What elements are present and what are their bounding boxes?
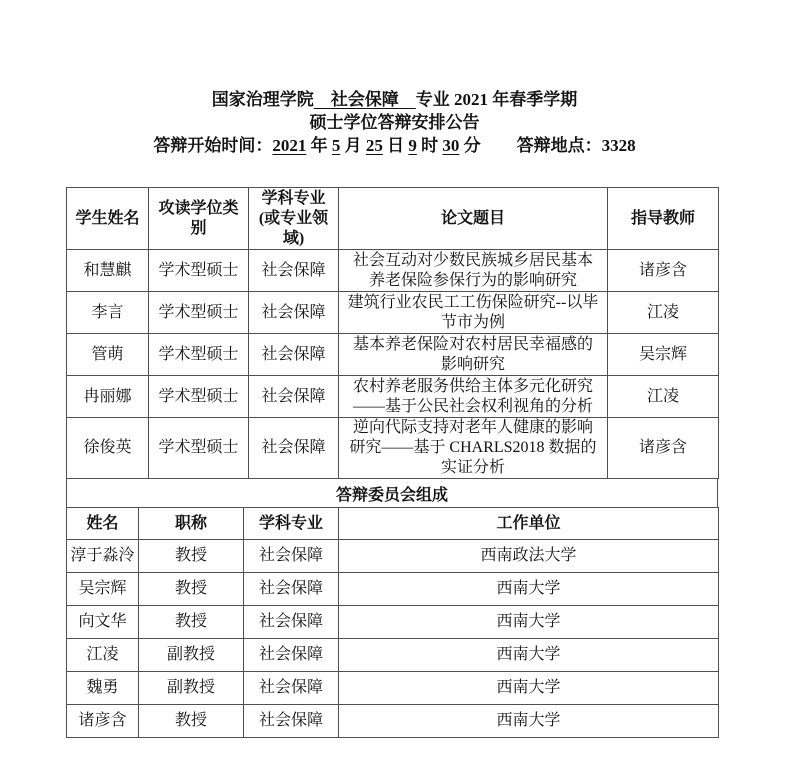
student-name-cell: 管萌: [67, 334, 149, 376]
student-row: [67, 250, 719, 292]
student-row: [67, 376, 719, 418]
committee-row: [67, 540, 719, 573]
degree-type-cell: 学术型硕士: [149, 418, 249, 479]
member-name-cell: 向文华: [67, 606, 139, 639]
hour-value: 9: [408, 136, 417, 155]
advisor-cell: 吴宗辉: [608, 334, 719, 376]
month-unit: 月: [340, 136, 366, 155]
student-name-cell: 冉丽娜: [67, 376, 149, 418]
blank-underline-left: [314, 90, 331, 109]
year-value: 2021: [272, 136, 307, 155]
header-major: 学科专业(或专业领域): [249, 188, 339, 250]
member-name-cell: 淳于淼泠: [67, 540, 139, 573]
member-major-cell: 社会保障: [244, 540, 339, 573]
header-member-affiliation: 工作单位: [339, 508, 719, 540]
location-value: 3328: [601, 136, 636, 155]
header-member-major: 学科专业: [244, 508, 339, 540]
member-affiliation-cell: 西南大学: [339, 672, 719, 705]
students-header-row: [67, 188, 719, 250]
minute-unit: 分: [459, 136, 481, 155]
header-member-title: 职称: [139, 508, 244, 540]
member-major-cell: 社会保障: [244, 639, 339, 672]
header-advisor: 指导教师: [608, 188, 719, 250]
title-line1-rest: 专业 2021 年春季学期: [415, 90, 578, 109]
blank-underline-right: [399, 90, 416, 109]
header-student-name: 学生姓名: [67, 188, 149, 250]
committee-row: [67, 573, 719, 606]
student-row: [67, 334, 719, 376]
committee-table: [66, 507, 719, 738]
member-affiliation-cell: 西南大学: [339, 705, 719, 738]
title-line1: [0, 88, 789, 111]
degree-type-cell: 学术型硕士: [149, 376, 249, 418]
member-title-cell: 副教授: [139, 672, 244, 705]
member-title-cell: 教授: [139, 573, 244, 606]
member-name-cell: 魏勇: [67, 672, 139, 705]
committee-row: [67, 639, 719, 672]
degree-type-cell: 学术型硕士: [149, 292, 249, 334]
announcement-title: 硕士学位答辩安排公告: [309, 113, 480, 132]
major-name: 社会保障: [330, 90, 399, 109]
header-degree-type: 攻读学位类别: [149, 188, 249, 250]
header-member-name: 姓名: [67, 508, 139, 540]
advisor-cell: 江凌: [608, 292, 719, 334]
member-title-cell: 教授: [139, 540, 244, 573]
time-label: 答辩开始时间：: [153, 136, 273, 155]
hour-unit: 时: [416, 136, 443, 155]
year-unit: 年: [306, 136, 332, 155]
student-name-cell: 徐俊英: [67, 418, 149, 479]
member-name-cell: 吴宗辉: [67, 573, 139, 606]
advisor-cell: 诸彦含: [608, 418, 719, 479]
day-unit: 日: [382, 136, 409, 155]
day-value: 25: [365, 136, 383, 155]
committee-row: [67, 672, 719, 705]
student-row: [67, 292, 719, 334]
member-affiliation-cell: 西南大学: [339, 573, 719, 606]
member-affiliation-cell: 西南大学: [339, 639, 719, 672]
thesis-title-cell: 社会互动对少数民族城乡居民基本养老保险参保行为的影响研究: [339, 250, 608, 292]
member-title-cell: 副教授: [139, 639, 244, 672]
advisor-cell: 诸彦含: [608, 250, 719, 292]
student-row: [67, 418, 719, 479]
thesis-title-cell: 逆向代际支持对老年人健康的影响研究——基于 CHARLS2018 数据的实证分析: [339, 418, 608, 479]
degree-type-cell: 学术型硕士: [149, 334, 249, 376]
member-name-cell: 江凌: [67, 639, 139, 672]
member-major-cell: 社会保障: [244, 705, 339, 738]
committee-section-title: 答辩委员会组成: [66, 479, 718, 507]
member-major-cell: 社会保障: [244, 606, 339, 639]
member-title-cell: 教授: [139, 705, 244, 738]
committee-row: [67, 606, 719, 639]
member-major-cell: 社会保障: [244, 672, 339, 705]
major-cell: 社会保障: [249, 418, 339, 479]
advisor-cell: 江凌: [608, 376, 719, 418]
location-label: 答辩地点：: [516, 136, 602, 155]
students-table: [66, 187, 719, 479]
major-cell: 社会保障: [249, 292, 339, 334]
minute-value: 30: [442, 136, 460, 155]
degree-type-cell: 学术型硕士: [149, 250, 249, 292]
student-name-cell: 和慧麒: [67, 250, 149, 292]
month-value: 5: [331, 136, 341, 155]
thesis-title-cell: 建筑行业农民工工伤保险研究--以毕节市为例: [339, 292, 608, 334]
student-name-cell: 李言: [67, 292, 149, 334]
member-name-cell: 诸彦含: [67, 705, 139, 738]
thesis-title-cell: 基本养老保险对农村居民幸福感的影响研究: [339, 334, 608, 376]
major-cell: 社会保障: [249, 376, 339, 418]
thesis-title-cell: 农村养老服务供给主体多元化研究——基于公民社会权利视角的分析: [339, 376, 608, 418]
member-major-cell: 社会保障: [244, 573, 339, 606]
schedule-line: [0, 134, 789, 157]
document-header: [0, 0, 789, 157]
major-cell: 社会保障: [249, 250, 339, 292]
major-cell: 社会保障: [249, 334, 339, 376]
member-title-cell: 教授: [139, 606, 244, 639]
committee-header-row: [67, 508, 719, 540]
committee-row: [67, 705, 719, 738]
member-affiliation-cell: 西南政法大学: [339, 540, 719, 573]
header-thesis-title: 论文题目: [339, 188, 608, 250]
member-affiliation-cell: 西南大学: [339, 606, 719, 639]
institute-name: 国家治理学院: [211, 90, 314, 109]
